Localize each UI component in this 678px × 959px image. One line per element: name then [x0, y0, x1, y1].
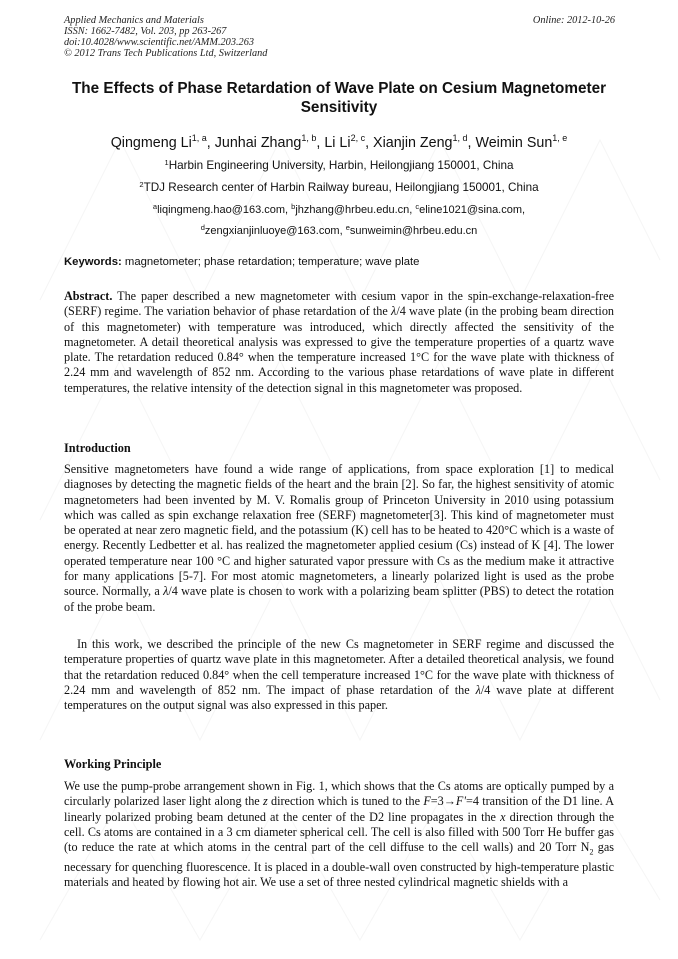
keywords — [64, 255, 419, 269]
math-symbol: z — [262, 794, 268, 809]
affiliation-mark: 1 — [164, 158, 169, 167]
lambda-symbol: λ — [475, 682, 481, 697]
affiliation-text: Harbin Engineering University, Harbin, Heilongjiang 150001, China — [168, 159, 514, 172]
journal-name: Applied Mechanics and Materials — [64, 15, 204, 26]
affiliation-2 — [40, 178, 638, 195]
author-name: Qingmeng Li — [110, 135, 192, 151]
body-text: In this work, we described the principle of the new Cs magnetometer in SERF regime and discussed the temperature properties of quartz wave plate in this magnetometer. After a detailed theoretical analysis, we found that the retardation reduced 0.84° when the cell temperature increased 1°C for the wave plate with thickness of 2.24 mm and wavelength of 852 nm. The impact of phase retardation of the — [64, 637, 614, 697]
math-symbol: x — [500, 809, 506, 824]
author-name: Weimin Sun — [475, 135, 553, 151]
email-mark: b — [291, 202, 296, 211]
abstract-paragraph — [64, 289, 614, 396]
email-address[interactable]: liqingmeng.hao@163.com, — [157, 204, 292, 216]
body-text: gas necessary for quenching fluorescence. It is placed in a double-wall oven constructed by high-temperature plastic materials and heated by flowing hot air. We use a set of three nested cylindrical magnetic shields with a — [64, 840, 614, 890]
body-text: /4 wave plate is chosen to work with a polarizing beam splitter (PBS) to detect the rotation of the probe beam. — [64, 584, 615, 614]
email-line-1 — [40, 200, 638, 217]
author-affiliation-mark: 1, d — [452, 133, 468, 143]
author-affiliation-mark: 2, c — [350, 133, 366, 143]
lambda-symbol: λ — [163, 584, 169, 599]
email-mark: d — [200, 223, 205, 232]
email-mark: a — [152, 202, 158, 211]
author-name: Junhai Zhang — [214, 135, 302, 151]
email-line-2 — [40, 221, 638, 238]
lambda-symbol: λ — [391, 304, 397, 319]
keywords-text: magnetometer; phase retardation; temperature; wave plate — [121, 256, 420, 268]
author-affiliation-mark: 1, a — [191, 133, 207, 143]
math-symbol: F' — [455, 794, 466, 809]
body-text: direction which is tuned to the — [267, 794, 424, 809]
working-principle-paragraph — [64, 779, 614, 891]
author-separator: , — [316, 135, 325, 151]
doi-line[interactable]: doi:10.4028/www.scientific.net/AMM.203.263 — [64, 37, 254, 48]
email-mark: e — [345, 223, 350, 232]
introduction-paragraph-1 — [64, 462, 614, 615]
section-heading-working-principle: Working Principle — [64, 757, 162, 771]
copyright-line: © 2012 Trans Tech Publications Ltd, Switzerland — [64, 48, 268, 59]
author-separator: , — [365, 135, 374, 151]
email-address[interactable]: zengxianjinluoye@163.com, — [204, 225, 346, 237]
math-symbol: F — [423, 794, 431, 809]
affiliation-1 — [40, 156, 638, 173]
email-address[interactable]: sunweimin@hrbeu.edu.cn — [349, 225, 478, 237]
author-name: Xianjin Zeng — [373, 135, 453, 151]
abstract-label: Abstract. — [64, 289, 113, 303]
keywords-label: Keywords: — [64, 256, 122, 268]
journal-header — [64, 15, 267, 59]
email-address[interactable]: eline1021@sina.com, — [419, 204, 526, 216]
author-separator: , — [467, 135, 476, 151]
author-separator: , — [206, 135, 215, 151]
body-text: direction through the cell. Cs atoms are contained in a 3 cm diameter spherical cell. The cell is also filled with 500 Torr He buffer gas (to reduce the rate at which atoms in the central part of the cell diffuse to the cell walls) and 20 Torr N — [64, 809, 614, 855]
introduction-paragraph-2 — [64, 637, 614, 713]
affiliation-text: TDJ Research center of Harbin Railway bureau, Heilongjiang 150001, China — [143, 181, 539, 194]
online-date: Online: 2012-10-26 — [532, 15, 615, 26]
body-text: Sensitive magnetometers have found a wide range of applications, from space exploration [1] to medical diagnoses by detecting the magnetic fields of the heart and the brain [2]. So far, the highest sensitivity of atomic magnetometers had been invented by M. V. Romalis group of Princeton University in 2010 using potassium which was called as spin exchange relaxation free (SERF) magnetometer[3]. This kind of magnetometer must be operated at near zero magnetic field, and the potassium (K) cell has to be heated to 420°C which is a waste of energy. Recently Ledbetter et al. has realized the magnetometer applied cesium (Cs) instead of K [4]. The lower operated temperature near 100 °C and higher saturated vapor pressure with Cs as the medium make it attractive for many applications [5-7]. For most atomic magnetometers, a linearly polarized light is used as the probe source. Normally, a — [64, 462, 614, 599]
body-text: =3→ — [430, 794, 456, 809]
body-text: We use the pump-probe arrangement shown in Fig. 1, which shows that the Cs atoms are optically pumped by a circularly polarized laser light along the — [64, 779, 614, 809]
author-affiliation-mark: 1, b — [301, 133, 317, 143]
author-affiliation-mark: 1, e — [552, 133, 568, 143]
body-text: /4 wave plate at different temperatures on the output signal was also expressed in this paper. — [64, 682, 614, 713]
email-mark: c — [415, 202, 420, 211]
issn-line: ISSN: 1662-7482, Vol. 203, pp 263-267 — [64, 26, 227, 37]
author-list — [40, 128, 638, 153]
affiliation-mark: 2 — [139, 180, 144, 189]
body-text: =4 transition of the D1 line. A linearly polarized probing beam detuned at the center of the D2 line propagates in the — [64, 794, 614, 824]
subscript: 2 — [589, 847, 594, 857]
section-heading-introduction: Introduction — [64, 441, 131, 455]
email-address[interactable]: jhzhang@hrbeu.edu.cn, — [295, 204, 416, 216]
abstract-text: /4 wave plate (in the probing beam direction of this magnetometer) with temperature was introduced, which directly affected the sensitivity of the magnetometer. A detail theoretical analysis was expressed to give the temperature properties of a quartz wave plate. The retardation reduced 0.84° when the temperature increased 1°C for the wave plate with thickness of 2.24 mm and wavelength of 852 nm. According to the various phase retardations of wave plate in different temperatures, the relative intensity of the detection signal in this magnetometer was proposed. — [64, 304, 615, 395]
abstract-text: The paper described a new magnetometer with cesium vapor in the spin-exchange-relaxation-free (SERF) regime. The variation behavior of phase retardation of the — [64, 289, 614, 319]
paper-title: The Effects of Phase Retardation of Wave Plate on Cesium Magnetometer Sensitivity — [71, 80, 607, 116]
author-name: Li Li — [324, 135, 351, 151]
